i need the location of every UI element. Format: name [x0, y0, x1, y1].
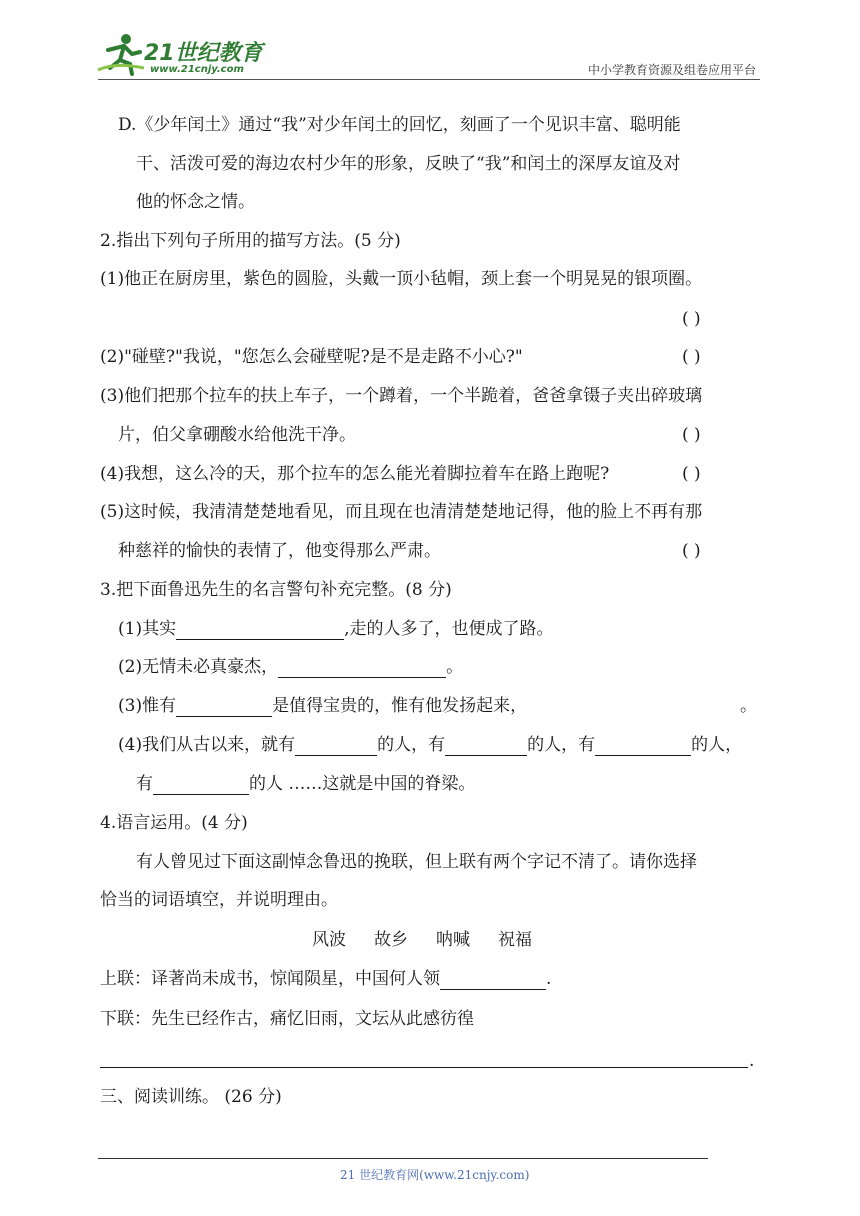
section-3-title: 三、阅读训练。 (26 分)	[100, 1087, 282, 1107]
logo-text: 21世纪教育	[144, 41, 263, 66]
question-3-title: 3.把下面鲁迅先生的名言警句补充完整。(8 分)	[100, 580, 452, 600]
choice-word: 故乡	[374, 930, 408, 950]
word-choices	[298, 929, 546, 951]
logo-url: www.21cnjy.com	[150, 64, 244, 75]
q3-2-suffix: 。	[446, 657, 464, 677]
fill-blank[interactable]	[176, 621, 344, 640]
q3-1-prefix: (1)其实	[118, 619, 177, 639]
answer-paren-1[interactable]: ( )	[682, 309, 701, 329]
upper-couplet-end: .	[546, 969, 552, 989]
question-3-item-4-line1	[118, 734, 742, 756]
q3-4-part-c: 的人，	[691, 735, 743, 755]
question-3-item-2	[118, 656, 463, 678]
option-d-line1: D.《少年闰土》通过“我”对少年闰土的回忆，刻画了一个见识丰富、聪明能	[118, 115, 681, 135]
lower-couplet-end: .	[749, 1051, 755, 1071]
logo	[96, 32, 266, 78]
choice-word: 祝福	[498, 930, 532, 950]
question-2-item-2: (2)"碰壁?"我说，"您怎么会碰壁呢?是不是走路不小心?"	[100, 347, 523, 367]
q3-3-prefix: (3)惟有	[118, 696, 177, 716]
fill-blank[interactable]	[445, 737, 527, 756]
q3-2-prefix: (2)无情未必真豪杰，	[118, 657, 279, 677]
runner-logo-icon	[96, 32, 148, 76]
fill-blank[interactable]	[440, 971, 546, 990]
upper-couplet-text: 上联：译著尚未成书，惊闻陨星，中国何人领	[100, 969, 440, 989]
q3-3-middle: 是值得宝贵的，惟有他发扬起来，	[272, 696, 528, 716]
answer-paren-4[interactable]: ( )	[682, 464, 701, 484]
question-2-title: 2.指出下列句子所用的描写方法。(5 分)	[100, 231, 401, 251]
footer-rule	[98, 1158, 708, 1159]
q3-4b-prefix: 有	[136, 774, 153, 794]
question-2-item-4: (4)我想，这么冷的天，那个拉车的怎么能光着脚拉着车在路上跑呢?	[100, 464, 610, 484]
question-2-item-3-line1: (3)他们把那个拉车的扶上车子，一个蹲着，一个半跪着，爸爸拿镊子夹出碎玻璃	[100, 386, 703, 406]
q3-4-prefix: (4)我们从古以来，就有	[118, 735, 296, 755]
choice-word: 呐喊	[436, 930, 470, 950]
question-4-paragraph-line2: 恰当的词语填空，并说明理由。	[100, 890, 338, 910]
option-d-line3: 他的怀念之情。	[136, 192, 255, 212]
question-3-item-1	[118, 618, 554, 640]
q3-4-part-b: 的人，有	[527, 735, 596, 755]
upper-couplet	[100, 968, 551, 990]
q3-3-end: 。	[740, 696, 757, 716]
question-3-item-4-line2	[136, 773, 475, 795]
question-4-paragraph-line1: 有人曾见过下面这副悼念鲁迅的挽联，但上联有两个字记不清了。请你选择	[136, 852, 697, 872]
header-platform-text: 中小学教育资源及组卷应用平台	[587, 63, 756, 77]
footer-text: 21 世纪教育网(www.21cnjy.com)	[340, 1168, 530, 1182]
fill-blank[interactable]	[278, 659, 446, 678]
fill-blank[interactable]	[153, 776, 249, 795]
answer-paren-2[interactable]: ( )	[682, 347, 701, 367]
answer-paren-3[interactable]: ( )	[682, 425, 701, 445]
answer-paren-5[interactable]: ( )	[682, 541, 701, 561]
q3-4-part-a: 的人，有	[377, 735, 446, 755]
question-3-item-3	[118, 695, 527, 717]
option-d-line2: 干、活泼可爱的海边农村少年的形象，反映了“我”和闰土的深厚友谊及对	[136, 154, 681, 174]
lower-couplet-answer-line[interactable]	[100, 1049, 748, 1068]
choice-word: 风波	[312, 930, 346, 950]
question-2-item-1: (1)他正在厨房里，紫色的圆脸，头戴一顶小毡帽，颈上套一个明晃晃的银项圈。	[100, 269, 703, 289]
question-2-item-3-line2: 片，伯父拿硼酸水给他洗干净。	[118, 425, 356, 445]
fill-blank[interactable]	[595, 737, 691, 756]
question-4-title: 4.语言运用。(4 分)	[100, 813, 248, 833]
header-rule	[98, 79, 760, 80]
lower-couplet: 下联：先生已经作古，痛忆旧雨，文坛从此感彷徨	[100, 1009, 474, 1029]
fill-blank[interactable]	[295, 737, 377, 756]
q3-1-suffix: ,走的人多了，也便成了路。	[344, 619, 554, 639]
q3-4b-suffix: 的人 ……这就是中国的脊梁。	[249, 774, 476, 794]
question-2-item-5-line2: 种慈祥的愉快的表情了，他变得那么严肃。	[118, 541, 441, 561]
question-2-item-5-line1: (5)这时候，我清清楚楚地看见，而且现在也清清楚楚地记得，他的脸上不再有那	[100, 502, 703, 522]
fill-blank[interactable]	[176, 698, 272, 717]
